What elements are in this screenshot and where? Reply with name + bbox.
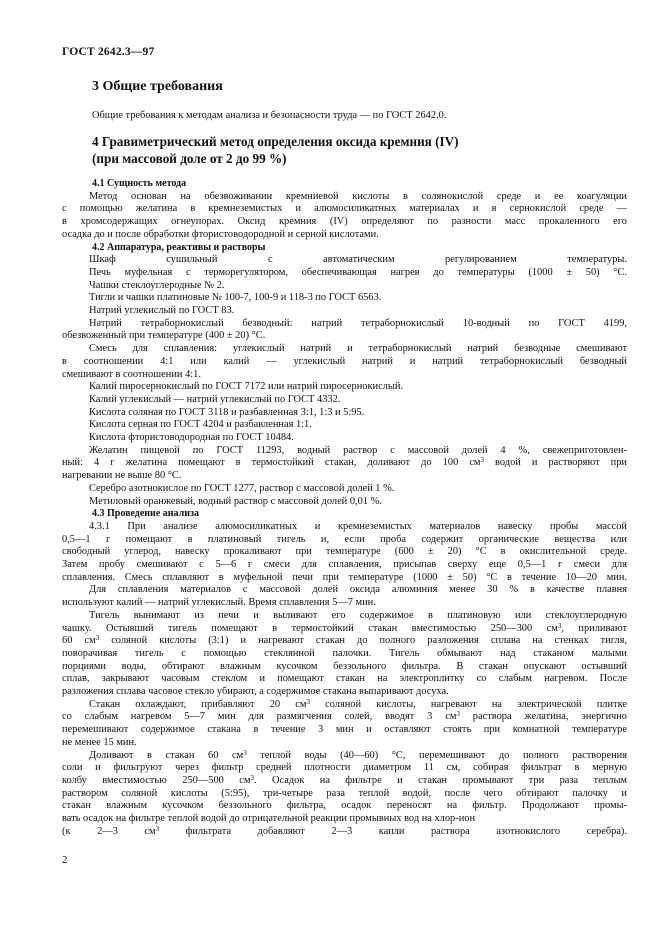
text-line: ный: 4 г желатина помещают в термостойкий стакан, доливают до 100 $см^3$ водой и растворяют при <box>62 456 627 469</box>
text-line: с помощью желатина в кремнеземистых и алюмосиликатных материалах и в сернокислой среде — <box>62 203 627 215</box>
text-line: Для сплавления материалов с массовой долей оксида алюминия менее 30 % в качестве плавня <box>89 584 627 596</box>
text-line: Кислота фтористоводородная по ГОСТ 10484. <box>89 432 294 443</box>
text-line: осадка до и после обработки фтористоводородной и серной кислотами. <box>62 228 379 240</box>
section-3-text: Общие требования к методам анализа и безопасности труда — по ГОСТ 2642.0. <box>92 110 447 121</box>
text-line: Калий пиросернокислый по ГОСТ 7172 или натрий пиросернокислый. <box>89 381 404 393</box>
text-line: Чашки стеклоуглеродные № 2. <box>89 279 225 291</box>
text-line: Шкаф сушильный с автоматическим регулированием температуры. <box>89 254 627 266</box>
text-line: 60 $см^3$ соляной кислоты (3:1) и нагревают стакан до полного разложения сплава на стенках тигля, <box>62 634 627 647</box>
text-line: Натрий тетраборнокислый безводный: натрий тетраборнокислый 10-водный по ГОСТ 4199, <box>89 317 627 329</box>
text-line: Серебро азотнокислое по ГОСТ 1277, раствор с массовой долей 1 %. <box>89 482 395 494</box>
text-line: раствором соляной кислоты (5:95), три-четыре раза теплой водой, после чего обтирают палочку и <box>62 787 627 799</box>
text-line: не менее 15 мин. <box>62 736 137 748</box>
text-line: 4.3.1 При анализе алюмосиликатных и кремнеземистых материалов навеску пробы массой <box>89 520 627 532</box>
document-header: ГОСТ 2642.3—97 <box>62 46 155 58</box>
text-line: Кислота серная по ГОСТ 4204 и разбавленная 1:1. <box>89 419 312 431</box>
text-line: стакан влажным кусочком беззольного фильтра, осадок переносят на фильтр. Продолжают промы- <box>62 800 627 812</box>
section-4-title-line-1: 4 Гравиметрический метод определения оксида кремния (IV) <box>92 134 459 149</box>
text-line: вать осадок на фильтре теплой водой до отрицательной реакции промывных вод на хлор-ион <box>62 813 476 824</box>
text-line: Желатин пищевой по ГОСТ 11293, водный раствор с массовой долей 4 %, свежеприготовлен- <box>89 444 627 456</box>
text-line: поворачивая тигель с помощью стеклянной палочки. Тигель обмывают над стаканом малыми <box>62 647 627 659</box>
section-4-title-line-2: (при массовой доле от 2 до 99 %) <box>92 151 287 166</box>
text-line: сплав, закрывают часовым стеклом и помещают стакан на электроплитку со слабым нагревом. После <box>62 673 627 685</box>
subsection-heading: 4.2 Аппаратура, реактивы и растворы <box>92 241 266 253</box>
text-line: Метиловый оранжевый, водный раствор с массовой долей 0,01 %. <box>89 495 382 507</box>
section-3-title: 3 Общие требования <box>92 79 223 94</box>
text-line: используют калий — натрий углекислый. Время сплавления 5—7 мин. <box>62 597 376 609</box>
text-line: Затем пробу смешивают с 5—6 г смеси для сплавления, присыпав сверху еще 0,5—1 г смеси для <box>62 559 627 570</box>
text-line: смешивают в соотношении 4:1. <box>62 368 201 380</box>
text-line: Смесь для сплавления: углекислый натрий и тетраборнокислый натрий безводные смешивают <box>89 343 627 355</box>
text-line: в соотношении 4:1 или калий — углекислый натрий и натрий тетраборнокислый безводный <box>62 355 627 367</box>
text-line: Стакан охлаждают, прибавляют 20 $см^3$ соляной кислоты, нагревают на электрической плитке <box>89 697 627 710</box>
text-line: Натрий углекислый по ГОСТ 83. <box>89 305 235 316</box>
text-line: Метод основан на обезвоживании кремниевой кислоты в солянокислой среде и ее коагуляции <box>89 190 627 202</box>
text-line: Доливают в стакан 60 $см^3$ теплой воды (40—60) °С, перемешивают до полного растворения <box>89 748 627 761</box>
text-line: обезвоженный при температуре (400 ± 20) °С. <box>62 330 266 342</box>
text-line: нагревании не выше 80 °С. <box>62 470 182 482</box>
text-line: 0,5—1 г помещают в платиновый тигель и, если проба содержит органические вещества или <box>62 533 627 545</box>
text-line: свободный углерод, навеску прокаливают при температуре (600 ± 20) °С в окислительной среде. <box>62 546 627 558</box>
text-line: (к 2—3 $см^3$ фильтрата добавляют 2—3 капли раствора азотнокислого серебра). <box>62 824 627 837</box>
subsection-heading: 4.3 Проведение анализа <box>92 508 199 520</box>
text-line: сплавления. Смесь сплавляют в муфельной печи при температуре (1000 ± 50) °С в течение 10—20 мин. <box>62 571 627 583</box>
text-line: Калий углекислый — натрий углекислый по ГОСТ 4332. <box>89 393 341 405</box>
text-line: разложения сплава часовое стекло убирают, а содержимое стакана выпаривают досуха. <box>62 686 449 697</box>
text-line: Тигель вынимают из печи и выливают его содержимое в платиновую или стеклоуглеродную <box>89 609 627 621</box>
page-number: 2 <box>62 854 68 866</box>
text-line: со слабым нагревом 5—7 мин для размягчения солей, вводят 3 $см^3$ раствора желатина, энергично <box>62 710 627 723</box>
text-line: соли и фильтруют через фильтр средней плотности диаметром 11 см, собирая фильтрат в мерную <box>62 762 627 774</box>
text-line: порциями воды, обтирают влажным кусочком беззольного фильтра. В стакан опускают остывший <box>62 660 627 672</box>
subsection-heading: 4.1 Сущность метода <box>92 178 187 189</box>
text-line: перемешивают содержимое стакана в течение 3 мин и оставляют стоять при комнатной температуре <box>62 724 627 736</box>
text-line: в хромсодержащих огнеупорах. Оксид кремния (IV) определяют по разности масс прокаленного его <box>62 216 627 228</box>
text-line: колбу вместимостью 250—500 $см^3$. Осадок на фильтре и стакан промывают три раза теплым <box>62 773 627 786</box>
text-line: Кислота соляная по ГОСТ 3118 и разбавленная 3:1, 1:3 и 5:95. <box>89 406 365 418</box>
text-line: Печь муфельная с терморегулятором, обеспечивающая нагрев до температуры (1000 ± 50) °С. <box>89 266 627 278</box>
text-line: чашку. Остывший тигель помещают в термостойкий стакан вместимостью 250—300 $см^3$, приливают <box>62 621 628 634</box>
text-line: Тигли и чашки платиновые № 100-7, 100-9 и 118-3 по ГОСТ 6563. <box>89 292 382 304</box>
